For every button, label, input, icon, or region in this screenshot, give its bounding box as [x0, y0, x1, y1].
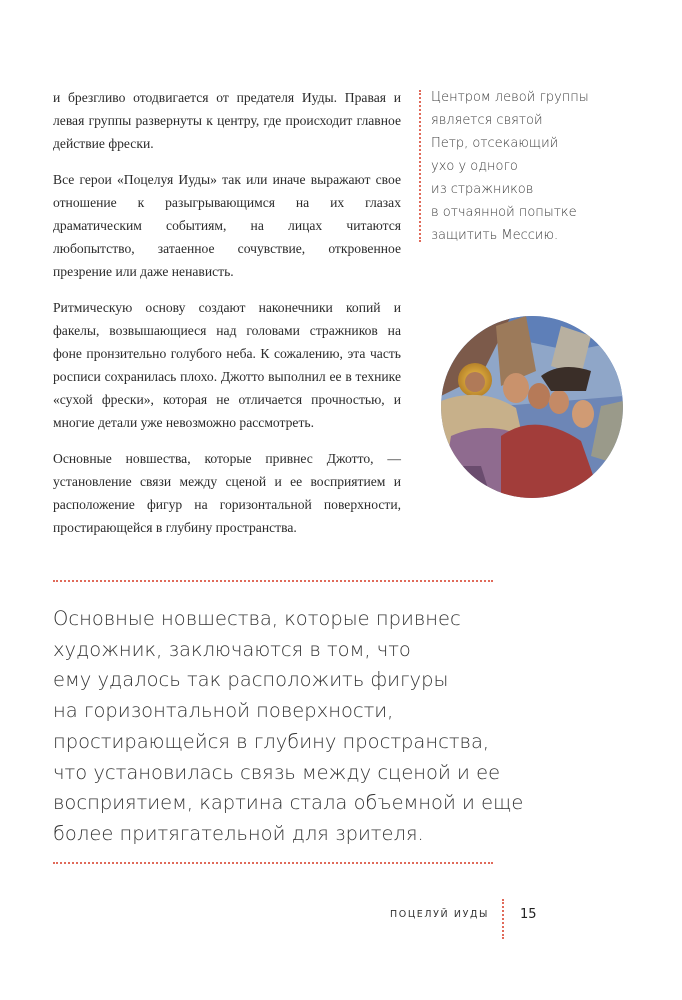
side-note-line: Центром левой группы: [431, 90, 589, 105]
pull-quote-line: более притягательной для зрителя.: [53, 821, 424, 845]
pull-quote-top-dotted-rule: [53, 580, 493, 582]
side-note-line: является святой: [431, 113, 543, 128]
pull-quote-line: восприятием, картина стала объемной и еще: [53, 791, 524, 815]
pull-quote-line: ему удалось так расположить фигуры: [53, 668, 449, 692]
footer-dotted-divider: [502, 899, 504, 939]
side-note-line: в отчаянной попытке: [431, 205, 577, 220]
pull-quote: [53, 604, 523, 850]
side-note-line: из стражников: [431, 182, 534, 197]
side-note-line: Петр, отсекающий: [431, 136, 559, 151]
pull-quote-line: на горизонтальной поверхности,: [53, 699, 394, 723]
body-paragraph-1: и брезгливо отодвигается от предателя Иуды. Правая и левая группы развернуты к центру, где происходит главное действие фрески.: [53, 90, 401, 151]
pull-quote-line: простирающейся в глубину пространства,: [53, 729, 490, 753]
pull-quote-bottom-dotted-rule: [53, 862, 493, 864]
side-note: [431, 86, 626, 247]
body-paragraph-2: Все герои «Поцелуя Иуды» так или иначе выражают свое отношение к разыгрывающимся на их глазах драматическим событиям, на лицах читаются любопытство, затаенное сочувствие, откровенное презрение или даже ненависть.: [53, 172, 401, 279]
body-paragraph-4: Основные новшества, которые привнес Джотто, — установление связи между сценой и ее восприятием и расположение фигур на горизонтальной поверхности, простирающейся в глубину пространства.: [53, 451, 401, 535]
side-note-line: ухо у одного: [431, 159, 518, 174]
main-text-column: [53, 86, 401, 552]
body-paragraph-3: Ритмическую основу создают наконечники копий и факелы, возвышающиеся над головами стражников на фоне пронзительно голубого неба. К сожалению, эта часть росписи сохранилась плохо. Джотто выполнил ее в технике «сухой фрески», которая не отличается прочностью, и многие детали уже невозможно рассмотреть.: [53, 300, 401, 430]
fresco-detail-image: [441, 316, 623, 498]
pull-quote-line: Основные новшества, которые привнес: [53, 607, 461, 630]
side-note-line: защитить Мессию.: [431, 228, 559, 243]
pull-quote-line: художник, заключаются в том, что: [53, 637, 411, 661]
side-note-dotted-rule: [419, 90, 421, 242]
page-number: 15: [520, 907, 537, 922]
pull-quote-line: что установилась связь между сценой и ее: [53, 760, 501, 784]
running-footer-title: ПОЦЕЛУЙ ИУДЫ: [390, 909, 489, 920]
